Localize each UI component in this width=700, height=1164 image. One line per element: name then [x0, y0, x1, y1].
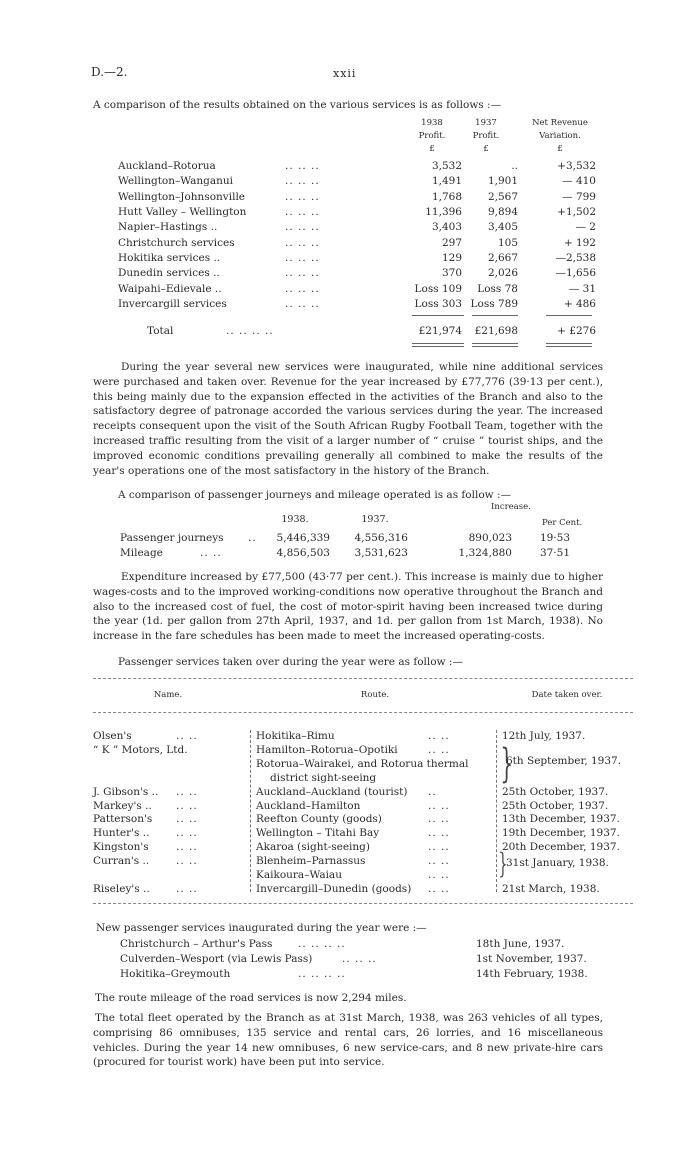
brace-icon: }: [498, 847, 508, 880]
value-1938: 4,856,503: [276, 547, 330, 559]
date-taken-over: 13th December, 1937.: [502, 813, 620, 825]
dot-leader: .. ..: [200, 547, 222, 559]
dot-leader: .. .. ..: [285, 160, 320, 172]
dot-leader: .. .. ..: [285, 206, 320, 218]
route-name: district sight-seeing: [270, 772, 377, 784]
value-variation: +3,532: [557, 160, 596, 172]
route-name: Invercargill–Dunedin (goods): [256, 883, 412, 895]
page-code: D.—2.: [91, 65, 128, 79]
table3-col-date: Date taken over.: [531, 690, 603, 700]
dot-leader: .. .. ..: [285, 221, 320, 233]
table2-col-increase: Increase.: [491, 502, 531, 512]
value-1937: Loss 78: [477, 283, 518, 295]
dot-leader: .. ..: [176, 800, 198, 812]
value-variation: — 31: [568, 283, 596, 295]
value-1937: 4,556,316: [354, 532, 408, 544]
table3-head-rule: [93, 712, 633, 713]
date-taken-over: 20th December, 1937.: [502, 841, 620, 853]
value-1937: 9,894: [487, 206, 518, 218]
table2-col-1937: 1937.: [361, 514, 389, 525]
table1-rule-var: [546, 315, 592, 316]
table2-intro: A comparison of passenger journeys and mileage operated is as follow :—: [118, 489, 512, 501]
route-name: Akaroa (sight-seeing): [256, 841, 370, 853]
table2-col-1938: 1938.: [281, 514, 309, 525]
dot-leader: .. ..: [428, 883, 450, 895]
dot-leader: ..: [428, 786, 437, 798]
route-name: Culverden–Wesport (via Lewis Pass): [120, 953, 313, 965]
route-name: Christchurch – Arthur's Pass: [120, 938, 273, 950]
table3-divider-1: [250, 730, 251, 892]
dot-leader: .. ..: [428, 730, 450, 742]
route-name: Reefton County (goods): [256, 813, 382, 825]
value-1938: 370: [441, 267, 462, 279]
service-name: Wellington–Wanganui: [118, 175, 234, 187]
table1-total-1937: £21,698: [474, 325, 518, 337]
value-increase: 1,324,880: [458, 547, 512, 559]
value-1937: ..: [511, 160, 518, 172]
value-1937: 2,667: [487, 252, 518, 264]
service-name: Hokitika services ..: [118, 252, 221, 264]
dot-leader: .. ..: [176, 883, 198, 895]
date-taken-over: 21st March, 1938.: [502, 883, 600, 895]
route-name: Hamilton–Rotorua–Opotiki: [256, 744, 398, 756]
paragraph-fleet: The total fleet operated by the Branch as at 31st March, 1938, was 263 vehicles of all types, comprising 86 omnibuses, 135 service and rental cars, 26 lorries, and 16 miscellaneous vehicles. During the year 14 new omnibuses, 6 new service-cars, and 8 new private-hire cars (procured for tourist work) have been put into service.: [93, 1012, 603, 1069]
dot-leader: .. .. .. ..: [298, 968, 346, 980]
value-1937: 2,567: [487, 191, 518, 203]
dot-leader: .. ..: [428, 855, 450, 867]
value-variation: — 2: [575, 221, 596, 233]
paragraph-route-mileage: The route mileage of the road services is now 2,294 miles.: [95, 992, 407, 1004]
service-name: Waipahi–Edievale ..: [118, 283, 222, 295]
operator-name: Hunter's ..: [93, 827, 150, 839]
dot-leader: .. ..: [428, 813, 450, 825]
route-name: Kaikoura–Waiau: [256, 869, 342, 881]
table3-intro: Passenger services taken over during the year were as follow :—: [118, 656, 463, 668]
dot-leader: .. .. ..: [285, 252, 320, 264]
dot-leader: .. ..: [428, 800, 450, 812]
table3-brace-date-2: 31st January, 1938.: [506, 857, 609, 869]
value-1938: Loss 303: [414, 298, 462, 310]
value-variation: —2,538: [555, 252, 596, 264]
dot-leader: .. ..: [428, 869, 450, 881]
route-name: Auckland–Hamilton: [256, 800, 361, 812]
route-name: Hokitika–Rimu: [256, 730, 335, 742]
dot-leader: .. ..: [428, 827, 450, 839]
dot-leader: .. ..: [176, 855, 198, 867]
value-1937: 1,901: [487, 175, 518, 187]
value-variation: —1,656: [555, 267, 596, 279]
dot-leader: .. ..: [176, 786, 198, 798]
dot-leader: .. .. ..: [342, 953, 377, 965]
value-1938: Loss 109: [414, 283, 462, 295]
value-variation: + 486: [563, 298, 596, 310]
date-taken-over: 25th October, 1937.: [502, 786, 609, 798]
table1-total-var: + £276: [557, 325, 596, 337]
value-1937: 2,026: [487, 267, 518, 279]
dot-leader: .. ..: [176, 827, 198, 839]
value-1938: 5,446,339: [276, 532, 330, 544]
table2-col-percent: Per Cent.: [542, 518, 583, 528]
service-name: Wellington–Johnsonville: [118, 191, 246, 203]
brace-icon: }: [500, 741, 514, 787]
date-inaugurated: 14th February, 1938.: [476, 968, 588, 980]
value-1938: 3,403: [431, 221, 462, 233]
operator-name: “ K ” Motors, Ltd.: [93, 744, 188, 756]
value-1938: 1,491: [431, 175, 462, 187]
date-inaugurated: 18th June, 1937.: [476, 938, 565, 950]
service-name: Auckland–Rotorua: [118, 160, 216, 172]
value-1937: 105: [497, 237, 518, 249]
operator-name: Patterson's: [93, 813, 153, 825]
value-percent: 37·51: [539, 547, 570, 559]
value-1937: 3,531,623: [354, 547, 408, 559]
dot-leader: ..: [248, 532, 257, 544]
dot-leader: .. ..: [428, 744, 450, 756]
table1-rule-1937: [472, 315, 518, 316]
date-taken-over: 12th July, 1937.: [502, 730, 586, 742]
value-variation: — 799: [562, 191, 596, 203]
service-name: Christchurch services: [118, 237, 235, 249]
route-name: Wellington – Titahi Bay: [256, 827, 380, 839]
service-name: Napier–Hastings ..: [118, 221, 218, 233]
paragraph-revenue: During the year several new services were inaugurated, while nine additional services were purchased and taken over. Revenue for the year increased by £77,776 (39·13 per cent.), this being mainly due to the expansion effected in the activities of the Branch and also to the satisfactory degree of patronage accorded the various services during the year. The increased receipts consequent upon the visit of the South African Rugby Football Team, together with the increased traffic resulting from the visit of a larger number of “ cruise ” tourist ships, and the improved economic conditions prevailing generally all combined to make the results of the year's operations one of the most satisfactory in the history of the Branch.: [93, 361, 603, 477]
value-1938: 1,768: [431, 191, 462, 203]
value-1937: Loss 789: [470, 298, 518, 310]
dot-leader: .. .. ..: [285, 298, 320, 310]
dot-leader: .. ..: [176, 841, 198, 853]
value-1938: 11,396: [425, 206, 462, 218]
table1-dbl-rule: [412, 343, 464, 344]
table3-divider-2: [496, 730, 497, 892]
new-services-intro: New passenger services inaugurated during the year were :—: [96, 922, 427, 934]
table3-col-name: Name.: [153, 690, 183, 700]
service-name: Dunedin services ..: [118, 267, 220, 279]
service-name: Invercargill services: [118, 298, 227, 310]
route-name: Rotorua–Wairakei, and Rotorua thermal: [256, 758, 469, 770]
dot-leader: .. ..: [428, 841, 450, 853]
value-1938: 297: [441, 237, 462, 249]
operator-name: J. Gibson's ..: [93, 786, 159, 798]
value-increase: 890,023: [468, 532, 512, 544]
operator-name: Curran's ..: [93, 855, 150, 867]
route-name: Hokitika–Greymouth: [120, 968, 231, 980]
route-name: Auckland–Auckland (tourist): [256, 786, 408, 798]
table1-total-label: Total: [147, 325, 174, 337]
value-1937: 3,405: [487, 221, 518, 233]
value-1938: 3,532: [431, 160, 462, 172]
dot-leader: .. .. ..: [285, 267, 320, 279]
dot-leader: .. .. .. ..: [298, 938, 346, 950]
dot-leader: .. ..: [176, 730, 198, 742]
value-percent: 19·53: [539, 532, 570, 544]
operator-name: Kingston's: [93, 841, 149, 853]
operator-name: Olsen's: [93, 730, 132, 742]
dot-leader: .. .. ..: [285, 237, 320, 249]
row-label: Passenger journeys: [120, 532, 224, 544]
value-variation: + 192: [563, 237, 596, 249]
value-variation: +1,502: [557, 206, 596, 218]
page-number: xxii: [333, 67, 357, 80]
value-variation: — 410: [562, 175, 596, 187]
date-taken-over: 25th October, 1937.: [502, 800, 609, 812]
dot-leader: .. .. ..: [285, 175, 320, 187]
date-inaugurated: 1st November, 1937.: [476, 953, 587, 965]
date-taken-over: 19th December, 1937.: [502, 827, 620, 839]
value-1938: 129: [441, 252, 462, 264]
table3-top-rule: [93, 678, 633, 679]
row-label: Mileage: [120, 547, 163, 559]
dot-leader: .. .. ..: [285, 283, 320, 295]
table3-brace-date-1: 6th September, 1937.: [506, 755, 622, 767]
table1-rule-1938: [412, 315, 464, 316]
table3-bottom-rule: [93, 903, 633, 904]
service-name: Hutt Valley – Wellington: [118, 206, 247, 218]
dot-leader: .. .. ..: [285, 191, 320, 203]
table1-total-1938: £21,974: [418, 325, 462, 337]
paragraph-expenditure: Expenditure increased by £77,500 (43·77 per cent.). This increase is mainly due to higher wages-costs and to the improved working-conditions now operative throughout the Branch and also to the increased cost of fuel, the cost of motor-spirit having been increased twice during the year (1d. per gallon from 27th April, 1937, and 1d. per gallon from 1st March, 1938). No increase in the fare schedules has been made to meet the increased operating-costs.: [93, 571, 603, 643]
route-name: Blenheim–Parnassus: [256, 855, 366, 867]
operator-name: Markey's ..: [93, 800, 152, 812]
operator-name: Riseley's ..: [93, 883, 150, 895]
table1-intro: A comparison of the results obtained on the various services is as follows :—: [93, 99, 502, 111]
table3-col-route: Route.: [360, 690, 390, 700]
dot-leader: .. ..: [176, 813, 198, 825]
